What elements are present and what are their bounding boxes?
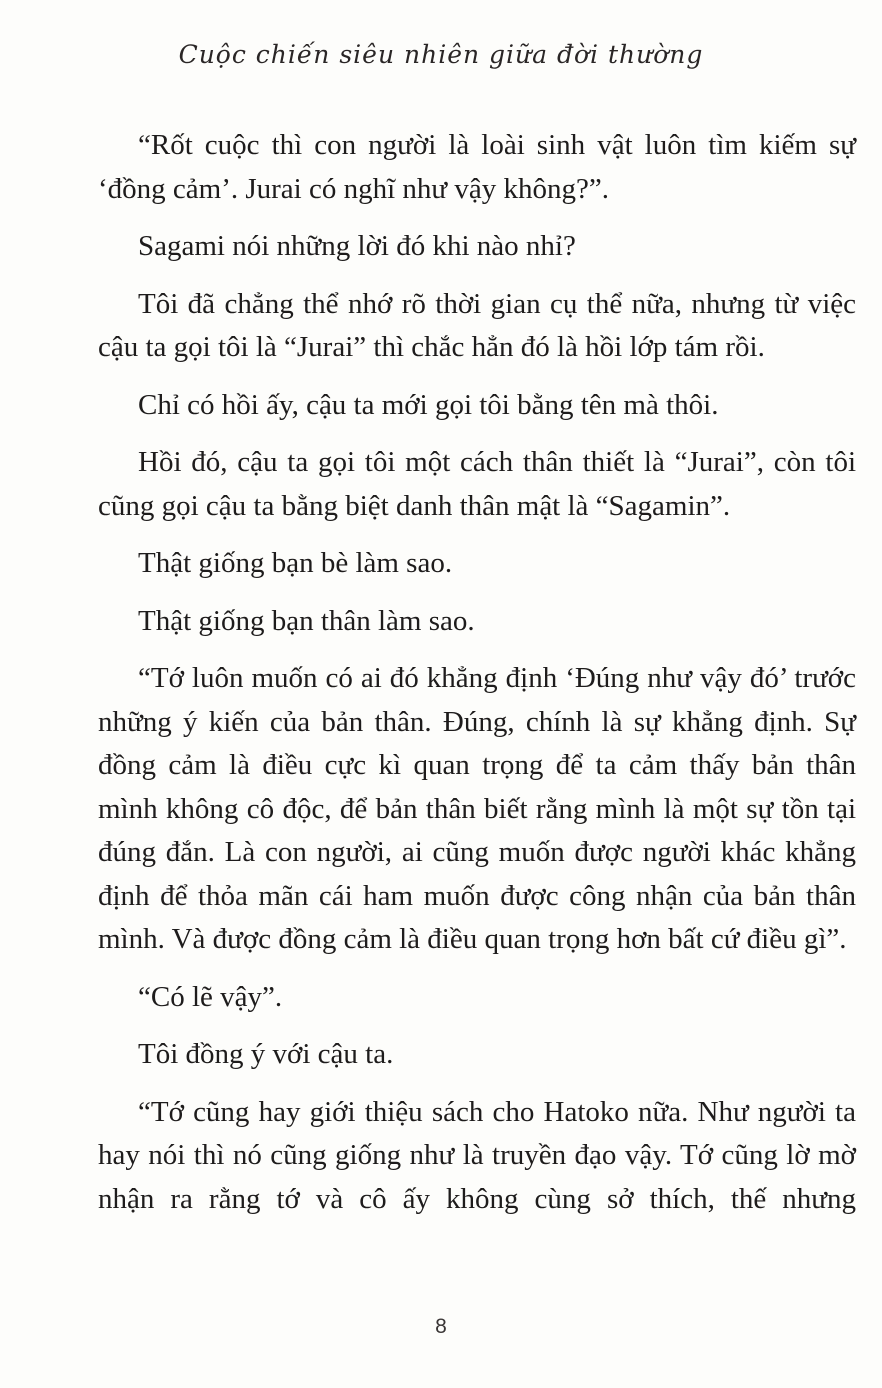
paragraph: Hồi đó, cậu ta gọi tôi một cách thân thiết là “Jurai”, còn tôi cũng gọi cậu ta bằng biệt danh thân mật là “Sagamin”. xyxy=(98,446,856,522)
paragraph: Thật giống bạn thân làm sao. xyxy=(138,604,475,637)
paragraph: Chỉ có hồi ấy, cậu ta mới gọi tôi bằng tên mà thôi. xyxy=(138,388,719,421)
running-header: Cuộc chiến siêu nhiên giữa đời thường xyxy=(178,40,704,69)
paragraph: Sagami nói những lời đó khi nào nhỉ? xyxy=(138,230,576,262)
page-number: 8 xyxy=(435,1315,447,1338)
paragraph: “Tớ cũng hay giới thiệu sách cho Hatoko nữa. Như người ta hay nói thì nó cũng giống như là truyền đạo vậy. Tớ cũng lờ mờ nhận ra rằng tớ và cô ấy không cùng sở thích, thế nhưng xyxy=(98,1095,856,1215)
paragraph: Thật giống bạn bè làm sao. xyxy=(138,547,453,579)
paragraph: “Tớ luôn muốn có ai đó khẳng định ‘Đúng như vậy đó’ trước những ý kiến của bản thân. Đúng, chính là sự khẳng định. Sự đồng cảm là điều cực kì quan trọng để ta cảm thấy bản thân mình không cô độc, để bản thân biết rằng mình là một sự tồn tại đúng đắn. Là con người, ai cũng muốn được người khác khẳng định để thỏa mãn cái ham muốn được công nhận của bản thân mình. Và được đồng cảm là điều quan trọng hơn bất cứ điều gì”. xyxy=(98,662,856,955)
paragraph: Tôi đã chẳng thể nhớ rõ thời gian cụ thể nữa, nhưng từ việc cậu ta gọi tôi là “Jurai” thì chắc hẳn đó là hồi lớp tám rồi. xyxy=(98,287,856,363)
paragraph: Tôi đồng ý với cậu ta. xyxy=(138,1038,394,1070)
paragraph: “Rốt cuộc thì con người là loài sinh vật luôn tìm kiếm sự ‘đồng cảm’. Jurai có nghĩ như vậy không?”. xyxy=(98,129,856,205)
paragraph: “Có lẽ vậy”. xyxy=(138,980,283,1013)
body-text xyxy=(98,124,856,1221)
